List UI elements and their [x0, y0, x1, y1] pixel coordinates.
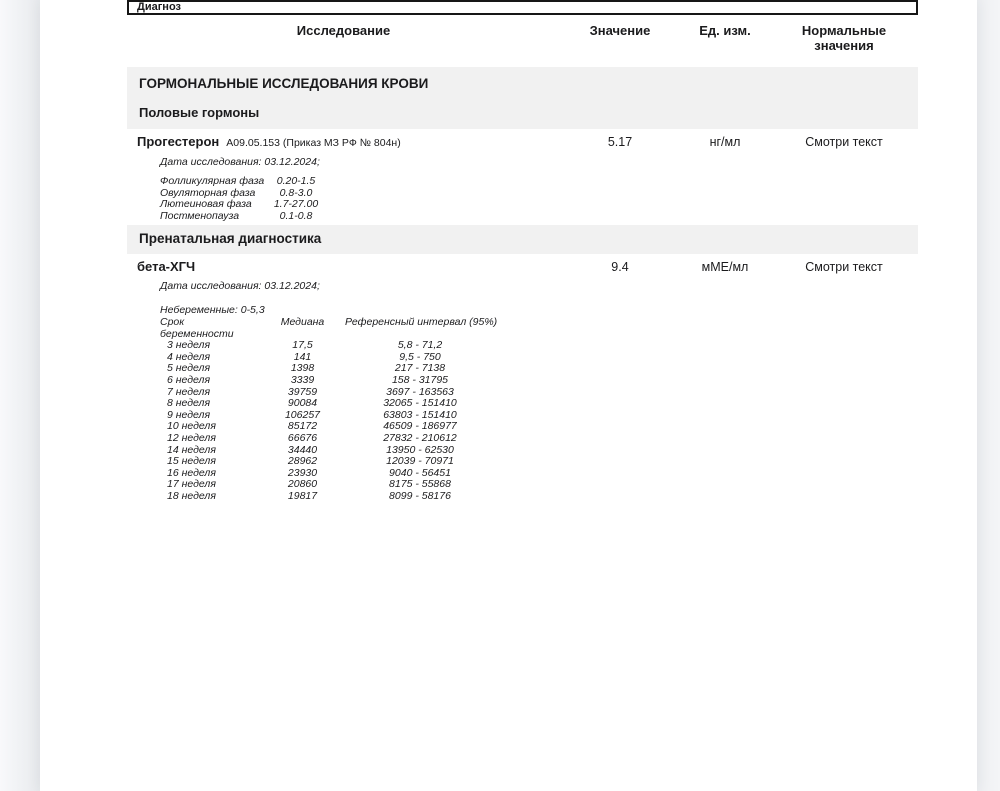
test-name: Прогестерон — [137, 134, 220, 149]
week-term: 18 неделя — [167, 489, 216, 502]
test-row-progesterone — [127, 134, 918, 151]
week-median: 3339 — [290, 373, 315, 386]
week-term: 4 неделя — [167, 350, 211, 363]
section-prenatal-title: Пренатальная диагностика — [139, 231, 322, 246]
phase-label: Лютеиновая фаза — [160, 198, 252, 210]
study-date: Дата исследования: 03.12.2024; — [160, 280, 320, 292]
week-term: 10 неделя — [167, 420, 216, 433]
week-median: 106257 — [284, 408, 321, 421]
week-row — [160, 363, 918, 375]
week-interval: 27832 - 210612 — [383, 431, 457, 444]
week-median: 39759 — [287, 385, 318, 398]
diagnosis-field — [127, 0, 918, 15]
week-term: 8 неделя — [167, 397, 211, 410]
section-hormonal-title: ГОРМОНАЛЬНЫЕ ИССЛЕДОВАНИЯ КРОВИ — [139, 76, 429, 91]
week-median: 66676 — [287, 431, 318, 444]
column-header-normal — [770, 23, 918, 53]
week-median: 1398 — [290, 362, 315, 375]
test-name: бета-ХГЧ — [137, 259, 196, 274]
week-interval: 32065 - 151410 — [383, 397, 457, 410]
test-normal: Смотри текст — [805, 260, 883, 274]
section-hormonal-subtitle: Половые гормоны — [139, 105, 260, 120]
section-hormonal-band — [127, 67, 918, 129]
test-name-cell — [127, 134, 560, 151]
column-header-value: Значение — [589, 23, 651, 38]
week-median: 85172 — [287, 420, 318, 433]
week-row — [160, 491, 918, 503]
phase-row — [160, 211, 918, 223]
week-term: 14 неделя — [167, 443, 216, 456]
week-term: 15 неделя — [167, 455, 216, 468]
phase-row — [160, 199, 918, 211]
week-row — [160, 421, 918, 433]
week-median: 34440 — [287, 443, 318, 456]
week-row — [160, 456, 918, 468]
progesterone-reference-table — [160, 176, 918, 222]
week-median: 28962 — [287, 455, 318, 468]
phase-label: Фолликулярная фаза — [160, 175, 265, 187]
phase-row — [160, 176, 918, 188]
test-normal: Смотри текст — [805, 135, 883, 149]
test-row-beta-hcg — [127, 259, 918, 275]
test-value: 5.17 — [607, 135, 633, 149]
test-name-cell — [127, 259, 560, 275]
week-median: 90084 — [287, 397, 318, 410]
week-term: 9 неделя — [167, 408, 211, 421]
column-header-unit: Ед. изм. — [699, 23, 751, 38]
week-term: 16 неделя — [167, 466, 216, 479]
test-unit: мМЕ/мл — [701, 260, 749, 274]
test-unit: нг/мл — [709, 135, 741, 149]
phase-range: 0.8-3.0 — [279, 186, 313, 199]
week-row — [160, 479, 918, 491]
week-term: 12 неделя — [167, 431, 216, 444]
section-prenatal-band — [127, 225, 918, 254]
week-interval: 63803 - 151410 — [383, 408, 457, 421]
phase-range: 0.1-0.8 — [279, 209, 313, 222]
week-interval: 5,8 - 71,2 — [397, 339, 443, 352]
week-row — [160, 375, 918, 387]
weeks-header-term: Срок беременности — [160, 316, 234, 340]
week-term: 3 неделя — [167, 339, 211, 352]
week-interval: 9,5 - 750 — [399, 350, 441, 363]
progesterone-details — [160, 156, 918, 222]
week-row — [160, 387, 918, 399]
week-interval: 217 - 7138 — [394, 362, 446, 375]
weeks-header-interval: Референсный интервал (95%) — [345, 316, 498, 328]
week-interval: 13950 - 62530 — [386, 443, 454, 456]
document-page — [40, 0, 977, 791]
week-row — [160, 468, 918, 480]
week-interval: 9040 - 56451 — [389, 466, 451, 479]
week-interval: 8175 - 55868 — [389, 478, 451, 491]
beta-hcg-details — [160, 280, 918, 503]
results-table-header — [127, 23, 918, 53]
non-pregnant-range: Небеременные: 0-5,3 — [160, 304, 265, 316]
study-date: Дата исследования: 03.12.2024; — [160, 156, 320, 168]
week-interval: 12039 - 70971 — [386, 455, 454, 468]
week-term: 6 неделя — [167, 373, 211, 386]
week-median: 20860 — [287, 478, 318, 491]
weeks-header-median: Медиана — [280, 316, 325, 328]
week-term: 5 неделя — [167, 362, 211, 375]
report-content — [127, 0, 918, 503]
phase-range: 1.7-27.00 — [273, 198, 319, 210]
column-header-normal-text: Нормальные значения — [801, 23, 887, 53]
week-term: 7 неделя — [167, 385, 211, 398]
week-median: 23930 — [287, 466, 318, 479]
week-median: 141 — [293, 350, 312, 363]
phase-label: Постменопауза — [160, 209, 240, 222]
week-row — [160, 410, 918, 422]
week-median: 19817 — [287, 489, 318, 502]
week-term: 17 неделя — [167, 478, 216, 491]
week-row — [160, 352, 918, 364]
week-interval: 8099 - 58176 — [389, 489, 451, 502]
week-interval: 158 - 31795 — [391, 373, 449, 386]
test-code: А09.05.153 (Приказ МЗ РФ № 804н) — [226, 137, 401, 149]
week-row — [160, 433, 918, 445]
weeks-table-header — [160, 317, 918, 340]
phase-range: 0.20-1.5 — [276, 175, 316, 187]
test-value: 9.4 — [611, 260, 629, 274]
phase-label: Овуляторная фаза — [160, 186, 256, 199]
week-median: 17,5 — [292, 339, 313, 352]
week-row — [160, 340, 918, 352]
week-row — [160, 398, 918, 410]
weeks-reference-table — [160, 317, 918, 503]
week-interval: 3697 - 163563 — [386, 385, 454, 398]
week-row — [160, 445, 918, 457]
column-header-study: Исследование — [296, 23, 391, 38]
week-interval: 46509 - 186977 — [383, 420, 457, 433]
diagnosis-label: Диагноз — [137, 1, 181, 13]
